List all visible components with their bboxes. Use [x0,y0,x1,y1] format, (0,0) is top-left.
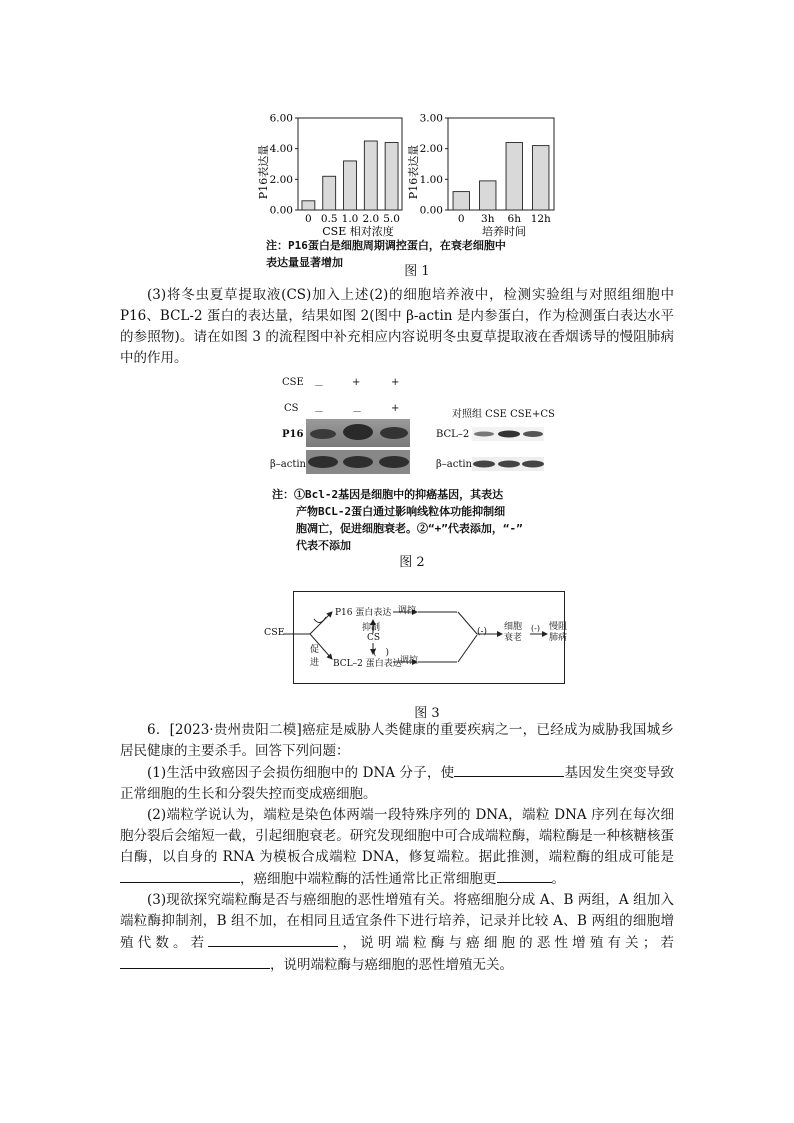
figure-2-note-line-1: 注：①Bcl-2基因是细胞中的抑癌基因，其表达 [272,488,504,501]
beta-actin-2-band-label: β–actin [436,459,473,470]
left-chart-bar [364,141,377,210]
answer-blank-2[interactable] [120,868,240,883]
p16-western-blot [306,419,410,447]
flow-copd-line-2: 肺病 [549,633,568,643]
left-chart-y-tick-label: 2.00 [269,173,293,186]
right-chart-y-tick-label: 0.00 [419,204,443,217]
figure-2-note-line-2: 产物BCL-2蛋白通过影响线粒体功能抑制细 [296,505,506,518]
question-6-part-2-a: (2)端粒学说认为，端粒是染色体两端一段特殊序列的 DNA，端粒 DNA 序列在每次细胞分裂后会缩短一截，引起细胞衰老。研究发现细胞中可合成端粒酶，端粒酶是一种核糖核蛋白酶，以自身的 RNA 为模板合成端粒 DNA，修复端粒。据此推测，端粒酶的组成可能是 [120,807,674,865]
bcl2-western-blot [472,427,544,441]
right-chart-bar [506,143,522,210]
right-x-axis-label: 培养时间 [482,225,526,238]
right-chart-y-tick-label: 1.00 [419,173,443,186]
left-chart-bar [385,143,398,210]
question-6-part-1 [120,762,674,805]
bcl2-column-headers: 对照组 CSE CSE+CS [452,409,555,420]
answer-blank-5[interactable] [120,954,270,969]
flow-cell-senescence [504,622,522,644]
left-chart-x-tick-label: 0.5 [320,213,338,225]
left-chart-y-tick-label: 6.00 [269,112,293,125]
figure-3-caption: 图 3 [414,706,440,721]
left-y-axis-label: P16表达量 [257,144,270,200]
flow-cell-senescence-line-2: 衰老 [504,633,523,643]
figure-1-note-line-2: 表达量显著增加 [266,256,343,269]
figure-2-note-line-3: 胞凋亡，促进细胞衰老。②“+”代表添加，“-” [296,522,523,535]
right-chart-x-tick-label: 3h [481,213,495,225]
cse-sign-1: － [314,381,324,392]
right-chart-x-tick-label: 6h [507,213,521,225]
question-6-part-2-b: ，癌细胞中端粒酶的活性通常比正常细胞更 [240,871,497,887]
left-chart-x-tick-label: 5.0 [383,213,400,225]
question-6-part-1-b: 基因发生突变导致正常细胞的生长和分裂失控而变成癌细胞。 [120,765,675,802]
right-chart-bar [533,146,549,210]
cse-sign-2: + [352,377,361,388]
cs-row-label: CS [284,403,299,414]
question-6-intro: 6．[2023·贵州贵阳二模]癌症是威胁人类健康的重要疾病之一，已经成为威胁我国城乡居民健康的主要杀手。回答下列问题： [120,722,674,759]
cse-row-label: CSE [282,377,304,388]
right-chart-bar [453,192,469,210]
right-chart-y-tick-label: 3.00 [419,112,443,125]
flow-blank-paren: ( ) [373,648,390,658]
figure-2-note [272,486,523,554]
cse-sign-3: + [391,377,400,388]
question-6 [120,720,674,976]
left-chart-bar [323,176,336,210]
right-chart-y-tick-label: 2.00 [419,143,443,156]
right-chart-x-tick-label: 0 [457,213,465,225]
right-y-axis-label: P16表达量 [407,144,420,200]
beta-actin-western-blot [306,450,410,474]
right-chart-x-tick-label: 12h [530,213,551,225]
cs-sign-3: + [391,403,400,414]
left-chart-bar [344,161,357,210]
left-chart-y-tick-label: 4.00 [269,143,293,156]
cs-sign-1: － [314,407,324,418]
flow-cse-label: CSE [264,627,285,638]
question-3-text [120,285,674,369]
flow-bcl2-expression: BCL–2 蛋白表达 [333,659,402,669]
figure-3-arrows [262,591,572,686]
question-6-part-3-b: ，说明端粒酶与癌细胞的恶性增殖有关；若 [338,935,675,951]
figure-2 [268,373,588,478]
left-chart-x-tick-label: 2.0 [362,213,380,225]
flow-promote-1: 促 [310,645,320,655]
flow-regulate-1: 调控 [398,606,417,616]
question-6-part-2 [120,805,674,890]
beta-actin-band-label: β–actin [270,459,307,470]
cs-sign-2: － [352,407,362,418]
left-chart-x-tick-label: 1.0 [341,213,359,225]
question-6-part-3-c: ，说明端粒酶与癌细胞的恶性增殖无关。 [270,957,513,973]
figure-1-note-line-1: 注：P16蛋白是细胞周期调控蛋白，在衰老细胞中 [266,239,506,252]
flow-minus-2: (-) [531,624,540,633]
left-chart-bar [302,201,315,210]
flow-inhibit: 抑制 [362,623,381,633]
figure-1-right-chart [406,108,566,238]
flow-minus-1: (-) [477,627,488,637]
answer-blank-1[interactable] [454,762,564,777]
flow-promote-2: 进 [310,658,320,668]
flow-p16-expression: P16 蛋白表达 [335,608,392,618]
p16-band-label: P16 [282,429,304,440]
flow-cs: CS [367,633,381,643]
question-6-part-3 [120,890,674,976]
left-chart-x-tick-label: 0 [305,213,312,225]
beta-actin-2-western-blot [472,457,544,471]
figure-1-caption: 图 1 [404,264,430,279]
answer-blank-3[interactable] [497,868,552,883]
question-6-part-2-c: 。 [551,871,565,887]
left-x-axis-label: CSE 相对浓度 [322,225,394,238]
question-6-part-3-a: (3)现欲探究端粒酶是否与癌细胞的恶性增殖有关。将癌细胞分成 A、B 两组，A 组加入端粒酶抑制剂，B 组不加，在相同且适宜条件下进行培养，记录并比较 A、B 两组的细胞增殖代数。若 [120,892,674,951]
figure-2-caption: 图 2 [399,555,425,570]
flow-cell-senescence-line-1: 细胞 [504,622,523,632]
bcl2-band-label: BCL–2 [436,429,470,440]
right-chart-bar [480,181,496,210]
figure-1-left-chart [250,108,410,238]
flow-copd [549,622,567,644]
flow-regulate-2: 调控 [400,656,419,666]
question-3-paragraph: (3)将冬虫夏草提取液(CS)加入上述(2)的细胞培养液中，检测实验组与对照组细胞中P16、BCL-2 蛋白的表达量，结果如图 2(图中 β-actin 是内参蛋白，作为检测蛋白表达水平的参照物)。请在如图 3 的流程图中补充相应内容说明冬虫夏草提取液在香烟诱导的慢阻肺病中的作用。 [120,287,674,366]
answer-blank-4[interactable] [208,932,338,947]
figure-1-note [266,237,506,271]
left-chart-y-tick-label: 0.00 [269,204,293,217]
figure-2-note-line-4: 代表不添加 [296,539,351,552]
question-6-part-1-a: (1)生活中致癌因子会损伤细胞中的 DNA 分子，使 [147,765,455,781]
flow-copd-line-1: 慢阻 [549,622,568,632]
